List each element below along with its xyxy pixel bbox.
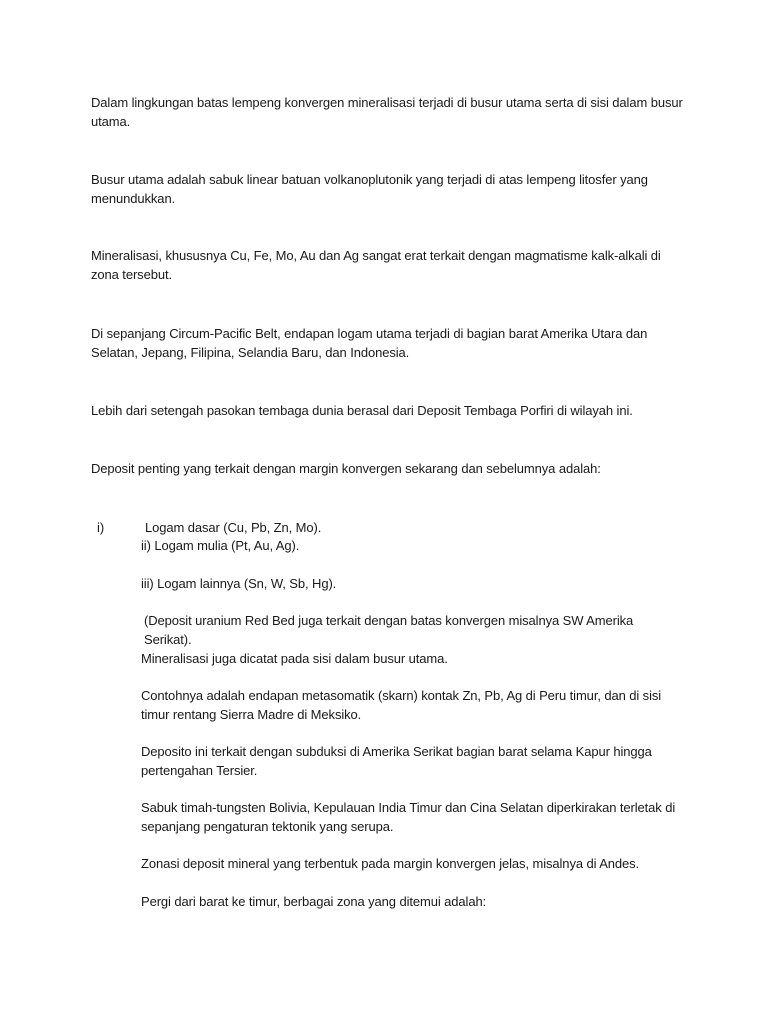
paragraph-skarn: Contohnya adalah endapan metasomatik (skarn) kontak Zn, Pb, Ag di Peru timur, dan di sisi timur rentang Sierra Madre di Meksiko. — [141, 688, 662, 722]
list-item-3: iii) Logam lainnya (Sn, W, Sb, Hg). — [141, 576, 337, 591]
paragraph-zones: Pergi dari barat ke timur, berbagai zona yang ditemui adalah: — [141, 894, 487, 909]
list-item-1: Logam dasar (Cu, Pb, Zn, Mo). — [145, 520, 322, 535]
paragraph-4: Di sepanjang Circum-Pacific Belt, endapan logam utama terjadi di bagian barat Amerika Utara dan Selatan, Jepang, Filipina, Selandia Baru, dan Indonesia. — [91, 326, 648, 360]
paragraph-1: Dalam lingkungan batas lempeng konvergen mineralisasi terjadi di busur utama serta di sisi dalam busur utama. — [91, 95, 683, 129]
paragraph-5: Lebih dari setengah pasokan tembaga dunia berasal dari Deposit Tembaga Porfiri di wilayah ini. — [91, 403, 633, 418]
paragraph-2: Busur utama adalah sabuk linear batuan volkanoplutonik yang terjadi di atas lempeng litosfer yang menundukkan. — [91, 172, 648, 206]
list-item-2: ii) Logam mulia (Pt, Au, Ag). — [141, 538, 300, 553]
paragraph-3: Mineralisasi, khususnya Cu, Fe, Mo, Au dan Ag sangat erat terkait dengan magmatisme kalk-alkali di zona tersebut. — [91, 248, 661, 282]
paragraph-6: Deposit penting yang terkait dengan margin konvergen sekarang dan sebelumnya adalah: — [91, 461, 601, 476]
paragraph-tin-belt: Sabuk timah-tungsten Bolivia, Kepulauan India Timur dan Cina Selatan diperkirakan terletak di sepanjang pengaturan tektonik yang serupa. — [141, 800, 676, 834]
paragraph-inner-arc: Mineralisasi juga dicatat pada sisi dalam busur utama. — [141, 651, 448, 666]
note-red-bed: (Deposit uranium Red Bed juga terkait dengan batas konvergen misalnya SW Amerika Serikat). — [144, 613, 634, 647]
list-marker-1: i) — [97, 520, 105, 535]
paragraph-subduction: Deposito ini terkait dengan subduksi di Amerika Serikat bagian barat selama Kapur hingga pertengahan Tersier. — [141, 744, 652, 778]
paragraph-zonation: Zonasi deposit mineral yang terbentuk pada margin konvergen jelas, misalnya di Andes. — [141, 856, 640, 871]
